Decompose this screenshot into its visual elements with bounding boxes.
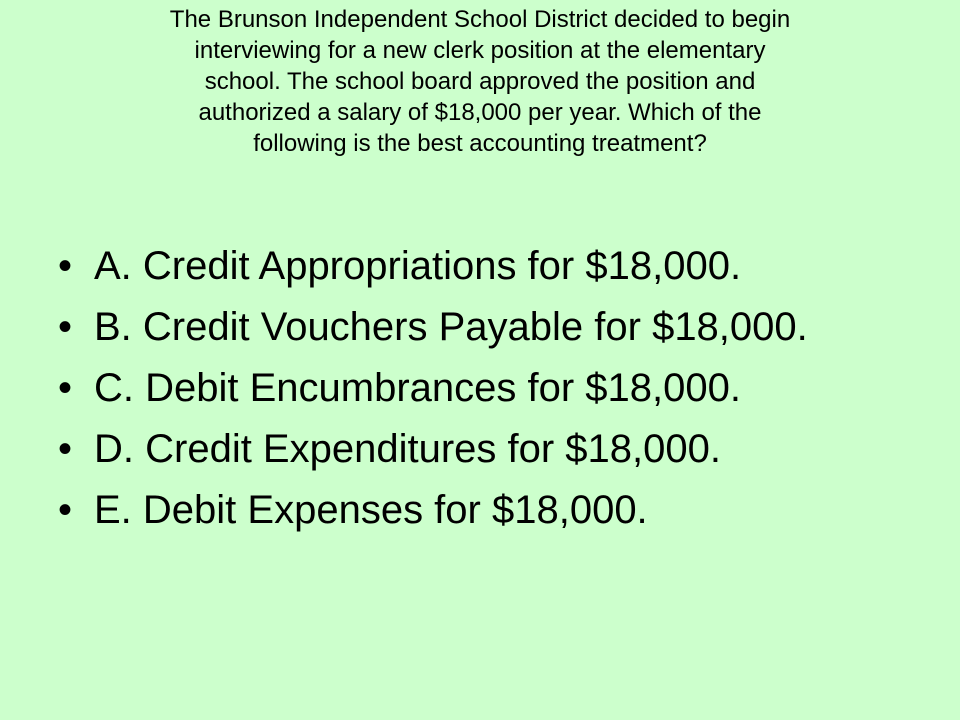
answer-option-label: B. Credit Vouchers Payable for $18,000. <box>94 305 808 349</box>
answer-option-c <box>58 358 938 419</box>
answer-option-label: E. Debit Expenses for $18,000. <box>94 488 648 532</box>
answer-option-label: A. Credit Appropriations for $18,000. <box>94 244 742 288</box>
answer-option-a <box>58 236 938 297</box>
question-line: The Brunson Independent School District decided to begin <box>169 6 791 33</box>
bullet-icon: • <box>58 366 73 410</box>
question-line: authorized a salary of $18,000 per year. Which of the <box>198 99 762 126</box>
answer-option-b <box>58 297 938 358</box>
answer-option-d <box>58 419 938 480</box>
question-text <box>40 4 920 159</box>
bullet-icon: • <box>58 427 73 471</box>
answer-options-list <box>58 236 938 541</box>
bullet-icon: • <box>58 305 73 349</box>
answer-option-label: D. Credit Expenditures for $18,000. <box>94 427 722 471</box>
answer-option-label: C. Debit Encumbrances for $18,000. <box>94 366 742 410</box>
answer-option-e <box>58 480 938 541</box>
bullet-icon: • <box>58 244 73 288</box>
bullet-icon: • <box>58 488 73 532</box>
question-line: interviewing for a new clerk position at the elementary <box>194 37 766 64</box>
question-line: following is the best accounting treatment? <box>253 130 707 157</box>
question-line: school. The school board approved the position and <box>204 68 756 95</box>
